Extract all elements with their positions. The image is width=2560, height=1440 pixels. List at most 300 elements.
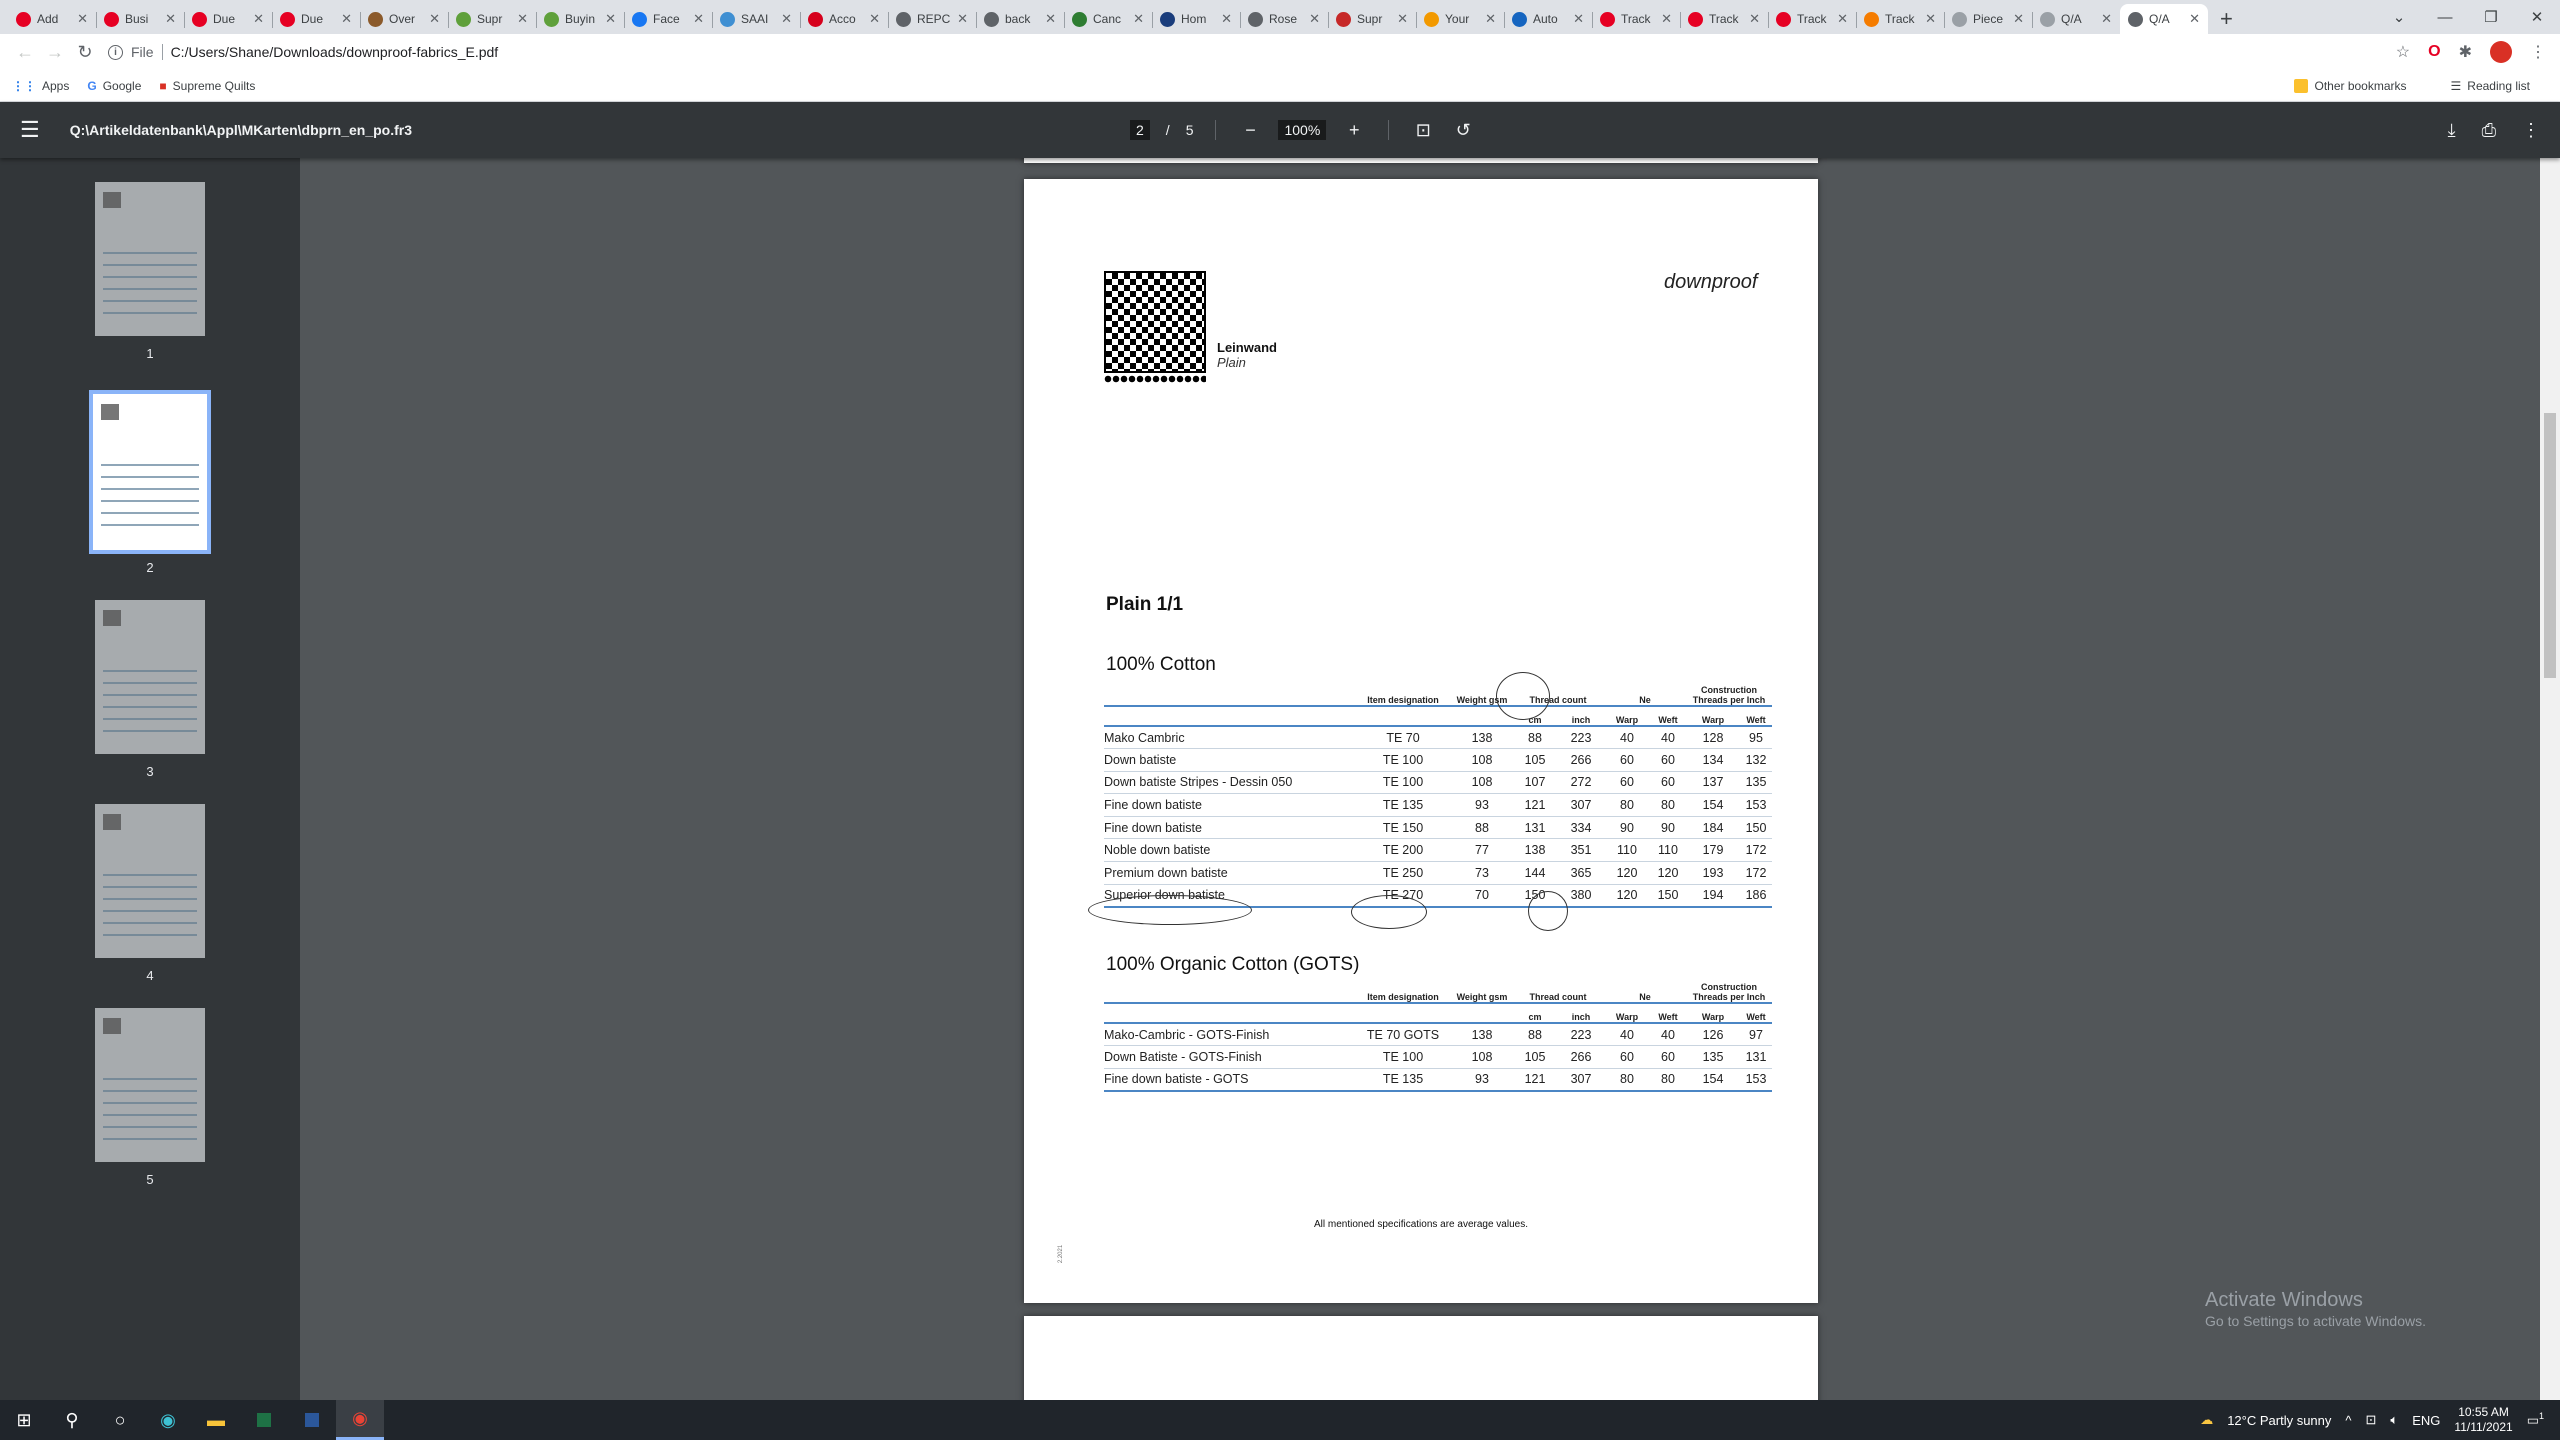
- header-ne-weft: Weft: [1650, 706, 1686, 726]
- table-row: [1104, 1023, 1772, 1046]
- tab-title: Track: [1885, 12, 1915, 26]
- clock-date: 11/11/2021: [2454, 1420, 2513, 1434]
- tab-close-icon[interactable]: ✕: [605, 11, 616, 26]
- close-window-icon[interactable]: ✕: [2530, 9, 2544, 26]
- cell-cm: 138: [1512, 839, 1558, 862]
- cell-c-warp: 134: [1686, 749, 1740, 772]
- cell-c-weft: 150: [1740, 816, 1772, 839]
- browser-tab[interactable]: [184, 4, 272, 34]
- volume-icon[interactable]: 🔈︎: [2390, 1412, 2399, 1427]
- tab-title: Supr: [1357, 12, 1383, 26]
- header-blank: [1104, 684, 1354, 706]
- tab-close-icon[interactable]: ✕: [517, 11, 528, 26]
- google-icon: G: [87, 78, 97, 93]
- cell-name: Mako-Cambric - GOTS-Finish: [1104, 1023, 1354, 1046]
- thumbnail-preview: [103, 192, 197, 326]
- cell-c-warp: 179: [1686, 839, 1740, 862]
- cell-ne-weft: 120: [1650, 862, 1686, 885]
- tab-favicon-icon: [1336, 12, 1351, 27]
- thumbnail-weave: [103, 814, 121, 830]
- toolbar-divider: [1215, 120, 1216, 140]
- tab-title: Hom: [1181, 12, 1207, 26]
- header-construction-warp: Warp: [1686, 1003, 1740, 1023]
- header-ne: Ne: [1639, 695, 1651, 705]
- cell-c-warp: 194: [1686, 884, 1740, 907]
- cell-c-weft: 97: [1740, 1023, 1772, 1046]
- cell-inch: 223: [1558, 1023, 1604, 1046]
- tab-close-icon[interactable]: ✕: [1925, 11, 1936, 26]
- cell-weight: 93: [1452, 1068, 1512, 1091]
- toolbar-right: [2396, 41, 2550, 63]
- page-thumbnail[interactable]: [95, 600, 205, 754]
- thumbnail-line: [103, 910, 197, 912]
- thumbnail-weave: [101, 404, 119, 420]
- browser-tab[interactable]: [1680, 4, 1768, 34]
- brand-name: downproof: [1664, 271, 1758, 293]
- weave-pattern-image: [1104, 271, 1206, 373]
- pdf-file-title: Q:\Artikeldatenbank\Appl\MKarten\dbprn_en_po.fr3: [69, 122, 412, 138]
- tab-favicon-icon: [16, 12, 31, 27]
- thumbnail-page-number: 2: [146, 560, 154, 575]
- annotation-circle-superior: [1088, 895, 1252, 925]
- cell-ne-warp: 40: [1604, 726, 1650, 749]
- tab-favicon-icon: [1424, 12, 1439, 27]
- thumbnail-line: [103, 898, 197, 900]
- tab-favicon-icon: [1248, 12, 1263, 27]
- header-ne-warp: Warp: [1604, 706, 1650, 726]
- cell-weight: 108: [1452, 771, 1512, 794]
- pdf-page-2: [1024, 179, 1818, 1303]
- pdf-toolbar-right: [2448, 120, 2540, 141]
- thumbnail-line: [103, 312, 197, 314]
- tab-title: Q/A: [2061, 12, 2082, 26]
- cell-ne-weft: 60: [1650, 749, 1686, 772]
- header-construction: Construction Threads per Inch: [1692, 982, 1766, 1002]
- thumbnail-line: [103, 1126, 197, 1128]
- bookmarks-list: [12, 79, 273, 93]
- cell-ne-warp: 120: [1604, 884, 1650, 907]
- weather-text[interactable]: 12°C Partly sunny: [2227, 1412, 2332, 1428]
- thumbnail-line: [103, 730, 197, 732]
- thumbnail-line: [101, 488, 199, 490]
- bookmark-label: Supreme Quilts: [172, 78, 256, 93]
- new-tab-button[interactable]: +: [2220, 6, 2233, 31]
- thumbnail-line: [103, 1114, 197, 1116]
- cell-ne-warp: 60: [1604, 771, 1650, 794]
- cell-c-warp: 184: [1686, 816, 1740, 839]
- cell-c-weft: 186: [1740, 884, 1772, 907]
- omnibox[interactable]: [108, 38, 2396, 66]
- thumbnail-line: [101, 476, 199, 478]
- tab-close-icon[interactable]: ✕: [341, 11, 352, 26]
- cell-weight: 108: [1452, 1046, 1512, 1069]
- fit-page-icon[interactable]: ⊡: [1415, 119, 1431, 140]
- cell-ne-weft: 150: [1650, 884, 1686, 907]
- tab-close-icon[interactable]: ✕: [2013, 11, 2024, 26]
- profile-avatar[interactable]: [2490, 41, 2512, 63]
- browser-tab[interactable]: [96, 4, 184, 34]
- cell-name: Noble down batiste: [1104, 839, 1354, 862]
- tab-favicon-icon: [632, 12, 647, 27]
- cortana-icon[interactable]: ○: [114, 1409, 126, 1430]
- reading-list[interactable]: [2451, 79, 2530, 93]
- cell-cm: 121: [1512, 1068, 1558, 1091]
- header-construction-warp: Warp: [1686, 706, 1740, 726]
- browser-tab[interactable]: [2032, 4, 2120, 34]
- cell-inch: 307: [1558, 794, 1604, 817]
- thumbnail-line: [103, 300, 197, 302]
- thumbnail-line: [103, 276, 197, 278]
- word-icon[interactable]: [288, 1400, 336, 1440]
- tab-close-icon[interactable]: ✕: [1397, 11, 1408, 26]
- cell-c-warp: 193: [1686, 862, 1740, 885]
- print-icon[interactable]: ⎙: [2481, 119, 2496, 140]
- tab-title: SAAI: [741, 12, 769, 26]
- thumbnail-weave: [103, 192, 121, 208]
- page-thumbnail[interactable]: [95, 804, 205, 958]
- cell-inch: 266: [1558, 749, 1604, 772]
- language-indicator[interactable]: ENG: [2412, 1412, 2441, 1428]
- apps-grid-icon: ⋮⋮: [12, 78, 36, 93]
- browser-tab[interactable]: [360, 4, 448, 34]
- browser-tab[interactable]: [800, 4, 888, 34]
- cell-ne-weft: 80: [1650, 1068, 1686, 1091]
- tab-favicon-icon: [544, 12, 559, 27]
- browser-tab[interactable]: [1592, 4, 1680, 34]
- cell-item: TE 100: [1354, 771, 1452, 794]
- cell-name: Mako Cambric: [1104, 726, 1354, 749]
- thumbnail-line: [103, 1078, 197, 1080]
- more-options-icon[interactable]: ⋮: [2522, 119, 2540, 140]
- chrome-menu-icon[interactable]: ⋮: [2530, 44, 2546, 61]
- cell-cm: 105: [1512, 1046, 1558, 1069]
- thumbnail-line: [103, 934, 197, 936]
- header-ne: Ne: [1639, 992, 1651, 1002]
- bookmark-item[interactable]: [159, 79, 255, 93]
- thumbnail-preview: [101, 404, 199, 540]
- system-tray: [2200, 1405, 2560, 1435]
- spec-table: [1104, 684, 1772, 908]
- restore-icon[interactable]: ❐: [2484, 9, 2498, 26]
- browser-tab[interactable]: [1944, 4, 2032, 34]
- scrollbar-thumb[interactable]: [2544, 413, 2556, 678]
- tab-title: Supr: [477, 12, 503, 26]
- tab-close-icon[interactable]: ✕: [1749, 11, 1760, 26]
- tab-favicon-icon: [984, 12, 999, 27]
- cell-name: Down batiste: [1104, 749, 1354, 772]
- tab-close-icon[interactable]: ✕: [2101, 11, 2112, 26]
- browser-tab[interactable]: [624, 4, 712, 34]
- header-inch: inch: [1558, 1003, 1604, 1023]
- cell-name: Down Batiste - GOTS-Finish: [1104, 1046, 1354, 1069]
- download-icon[interactable]: ⤓: [2447, 119, 2456, 140]
- rotate-icon[interactable]: ↺: [1455, 119, 1471, 140]
- thumbnail-weave: [103, 610, 121, 626]
- side-code: 2.2021: [1058, 1244, 1065, 1264]
- thumbnail-line: [103, 1102, 197, 1104]
- cell-item: TE 270: [1354, 884, 1452, 907]
- cell-weight: 70: [1452, 884, 1512, 907]
- page-number-input[interactable]: 2: [1130, 120, 1150, 140]
- tab-title: Busi: [125, 12, 149, 26]
- cell-inch: 223: [1558, 726, 1604, 749]
- cell-name: Down batiste Stripes - Dessin 050: [1104, 771, 1354, 794]
- thumbnail-preview: [103, 1018, 197, 1152]
- cell-inch: 351: [1558, 839, 1604, 862]
- cell-inch: 334: [1558, 816, 1604, 839]
- tab-close-icon[interactable]: ✕: [1661, 11, 1672, 26]
- tab-strip: [0, 0, 2560, 34]
- reload-icon[interactable]: ↻: [77, 41, 93, 62]
- tab-title: Track: [1709, 12, 1739, 26]
- tab-title: Face: [653, 12, 680, 26]
- pdf-page-controls: [1130, 102, 1475, 158]
- cell-inch: 266: [1558, 1046, 1604, 1069]
- chrome-icon[interactable]: ◉: [336, 1400, 384, 1440]
- cell-c-weft: 153: [1740, 1068, 1772, 1091]
- extensions-puzzle-icon[interactable]: ✱: [2458, 44, 2472, 61]
- cell-ne-weft: 90: [1650, 816, 1686, 839]
- thumbnail-page-number: 4: [146, 968, 154, 983]
- tab-title: Due: [301, 12, 324, 26]
- tab-title: Q/A: [2149, 12, 2170, 26]
- thumbnail-line: [103, 682, 197, 684]
- thumbnail-line: [103, 706, 197, 708]
- folder-icon: [2294, 79, 2308, 93]
- start-windows-icon[interactable]: ⊞: [16, 1409, 32, 1430]
- header-thread-count: Thread count: [1529, 695, 1587, 705]
- cell-cm: 131: [1512, 816, 1558, 839]
- annotation-circle-thread-count: [1496, 672, 1550, 720]
- cell-name: Fine down batiste: [1104, 816, 1354, 839]
- browser-tab[interactable]: [448, 4, 536, 34]
- search-icon[interactable]: ⚲: [65, 1409, 79, 1430]
- tab-close-icon[interactable]: ✕: [77, 11, 88, 26]
- bookmark-item[interactable]: [87, 79, 141, 93]
- weave-selvedge-image: [1104, 375, 1206, 383]
- cell-c-warp: 126: [1686, 1023, 1740, 1046]
- tab-title: Track: [1621, 12, 1651, 26]
- page-thumbnail[interactable]: [89, 390, 211, 554]
- forward-icon[interactable]: →: [46, 41, 64, 62]
- cell-c-weft: 131: [1740, 1046, 1772, 1069]
- tab-favicon-icon: [808, 12, 823, 27]
- cell-c-weft: 172: [1740, 862, 1772, 885]
- cell-c-warp: 135: [1686, 1046, 1740, 1069]
- browser-tab[interactable]: [1768, 4, 1856, 34]
- thumbnail-line: [103, 1138, 197, 1140]
- annotation-circle-te270: [1351, 895, 1427, 929]
- bookmark-item[interactable]: [12, 79, 69, 93]
- header-item-designation: Item designation: [1367, 992, 1439, 1002]
- browser-tab[interactable]: [1152, 4, 1240, 34]
- browser-tab[interactable]: [888, 4, 976, 34]
- browser-tab[interactable]: [8, 4, 96, 34]
- browser-tab[interactable]: [976, 4, 1064, 34]
- tab-close-icon[interactable]: ✕: [1309, 11, 1320, 26]
- cell-cm: 121: [1512, 794, 1558, 817]
- tab-list: [8, 4, 2208, 34]
- tab-close-icon[interactable]: ✕: [869, 11, 880, 26]
- table-row: [1104, 839, 1772, 862]
- cell-c-weft: 172: [1740, 839, 1772, 862]
- cell-item: TE 70 GOTS: [1354, 1023, 1452, 1046]
- thumbnail-line: [103, 922, 197, 924]
- cell-item: TE 100: [1354, 1046, 1452, 1069]
- cell-weight: 138: [1452, 1023, 1512, 1046]
- thumbnail-line: [101, 524, 199, 526]
- zoom-in-icon[interactable]: +: [1349, 119, 1360, 140]
- tab-close-icon[interactable]: ✕: [253, 11, 264, 26]
- thumbnail-line: [103, 1090, 197, 1092]
- browser-tab[interactable]: [536, 4, 624, 34]
- browser-tab[interactable]: [1240, 4, 1328, 34]
- excel-icon[interactable]: [240, 1400, 288, 1440]
- url-text[interactable]: C:/Users/Shane/Downloads/downproof-fabrics_E.pdf: [170, 44, 499, 60]
- browser-tab[interactable]: [1064, 4, 1152, 34]
- thumbnail-line: [103, 694, 197, 696]
- cell-ne-weft: 60: [1650, 771, 1686, 794]
- table-row: [1104, 1046, 1772, 1069]
- header-construction-weft: Weft: [1740, 706, 1772, 726]
- tab-favicon-icon: [1072, 12, 1087, 27]
- thumbnail-preview: [103, 814, 197, 948]
- tab-close-icon[interactable]: ✕: [429, 11, 440, 26]
- cell-name: Superior down batiste: [1104, 884, 1354, 907]
- window-controls: [2376, 0, 2560, 34]
- tab-close-icon[interactable]: ✕: [1221, 11, 1232, 26]
- cell-ne-weft: 40: [1650, 726, 1686, 749]
- tab-close-icon[interactable]: ✕: [1133, 11, 1144, 26]
- notification-icon[interactable]: ▭$^1$: [2526, 1411, 2544, 1428]
- windows-taskbar: [0, 1400, 2560, 1440]
- clock[interactable]: [2454, 1405, 2512, 1435]
- header-blank: [1452, 1003, 1512, 1023]
- address-bar-row: [0, 34, 2560, 70]
- header-blank: [1104, 981, 1354, 1003]
- tab-close-icon[interactable]: ✕: [781, 11, 792, 26]
- cell-name: Premium down batiste: [1104, 862, 1354, 885]
- cell-weight: 77: [1452, 839, 1512, 862]
- cell-ne-warp: 80: [1604, 794, 1650, 817]
- cell-ne-warp: 120: [1604, 862, 1650, 885]
- tab-title: Track: [1797, 12, 1827, 26]
- header-weight: Weight gsm: [1456, 695, 1508, 705]
- header-construction-weft: Weft: [1740, 1003, 1772, 1023]
- tab-close-icon[interactable]: ✕: [2189, 11, 2200, 26]
- page-thumbnail[interactable]: [95, 1008, 205, 1162]
- zoom-out-icon[interactable]: −: [1245, 119, 1256, 140]
- cell-name: Fine down batiste - GOTS: [1104, 1068, 1354, 1091]
- browser-tab[interactable]: [1856, 4, 1944, 34]
- header-inch: inch: [1558, 706, 1604, 726]
- thumbnail-line: [103, 718, 197, 720]
- menu-hamburger-icon[interactable]: ☰: [20, 117, 40, 142]
- tray-chevron-icon[interactable]: ^: [2345, 1412, 2352, 1428]
- tab-close-icon[interactable]: ✕: [1485, 11, 1496, 26]
- minimize-icon[interactable]: —: [2437, 8, 2453, 26]
- tab-favicon-icon: [456, 12, 471, 27]
- tab-close-icon[interactable]: ✕: [693, 11, 704, 26]
- supreme-quilts-icon: ■: [159, 78, 167, 93]
- browser-tab[interactable]: [712, 4, 800, 34]
- table-row: [1104, 816, 1772, 839]
- thumbnail-line: [103, 288, 197, 290]
- tab-close-icon[interactable]: ✕: [1573, 11, 1584, 26]
- browser-tab[interactable]: [1328, 4, 1416, 34]
- bookmarks-right: [2294, 79, 2548, 93]
- header-blank: [1354, 1003, 1452, 1023]
- tab-close-icon[interactable]: ✕: [1045, 11, 1056, 26]
- thumbnail-preview: [103, 610, 197, 744]
- clock-time: 10:55 AM: [2458, 1405, 2509, 1419]
- tab-search-icon[interactable]: ⌄: [2392, 9, 2406, 26]
- annotation-circle-380: [1528, 891, 1568, 931]
- watermark-subtitle: Go to Settings to activate Windows.: [2205, 1313, 2426, 1329]
- tab-favicon-icon: [1864, 12, 1879, 27]
- tab-favicon-icon: [1776, 12, 1791, 27]
- notification-count: 1: [2538, 1411, 2544, 1422]
- cell-weight: 73: [1452, 862, 1512, 885]
- header-construction: Construction Threads per Inch: [1692, 685, 1766, 705]
- opera-extension-icon[interactable]: O: [2428, 43, 2441, 60]
- cell-ne-warp: 60: [1604, 1046, 1650, 1069]
- browser-tab[interactable]: [2120, 4, 2208, 34]
- url-scheme: File: [131, 44, 154, 60]
- cell-name: Fine down batiste: [1104, 794, 1354, 817]
- cell-ne-weft: 60: [1650, 1046, 1686, 1069]
- site-info-icon[interactable]: i: [108, 45, 123, 60]
- cell-ne-weft: 110: [1650, 839, 1686, 862]
- tab-close-icon[interactable]: ✕: [957, 11, 968, 26]
- zoom-input[interactable]: 100%: [1278, 120, 1326, 140]
- table-row: [1104, 726, 1772, 749]
- cell-item: TE 135: [1354, 1068, 1452, 1091]
- browser-tab[interactable]: [1416, 4, 1504, 34]
- page-thumbnail[interactable]: [95, 182, 205, 336]
- cell-inch: 272: [1558, 771, 1604, 794]
- bookmark-star-icon[interactable]: ☆: [2395, 44, 2411, 61]
- weather-icon: ☁: [2200, 1412, 2214, 1427]
- viewer-scrollbar[interactable]: [2540, 158, 2560, 1400]
- cell-ne-warp: 80: [1604, 1068, 1650, 1091]
- url-separator: [162, 44, 163, 60]
- edge-icon[interactable]: ◉: [160, 1409, 176, 1430]
- thumbnail-line: [103, 886, 197, 888]
- tab-title: Due: [213, 12, 236, 26]
- cell-cm: 88: [1512, 726, 1558, 749]
- cell-cm: 105: [1512, 749, 1558, 772]
- tab-favicon-icon: [1688, 12, 1703, 27]
- file-explorer-icon[interactable]: ▬: [207, 1409, 225, 1430]
- cell-inch: 307: [1558, 1068, 1604, 1091]
- back-icon[interactable]: ←: [16, 41, 34, 62]
- tab-favicon-icon: [104, 12, 119, 27]
- tab-close-icon[interactable]: ✕: [165, 11, 176, 26]
- pdf-viewer[interactable]: [300, 158, 2540, 1400]
- browser-tab[interactable]: [272, 4, 360, 34]
- browser-tab[interactable]: [1504, 4, 1592, 34]
- header-blank: [1104, 1003, 1354, 1023]
- tab-close-icon[interactable]: ✕: [1837, 11, 1848, 26]
- reading-list-icon: ☰: [2450, 78, 2462, 93]
- cell-ne-weft: 40: [1650, 1023, 1686, 1046]
- network-icon[interactable]: ⊡: [2365, 1412, 2377, 1427]
- cell-item: TE 135: [1354, 794, 1452, 817]
- other-bookmarks[interactable]: [2294, 79, 2406, 93]
- page-separator: /: [1165, 122, 1170, 138]
- cell-c-weft: 95: [1740, 726, 1772, 749]
